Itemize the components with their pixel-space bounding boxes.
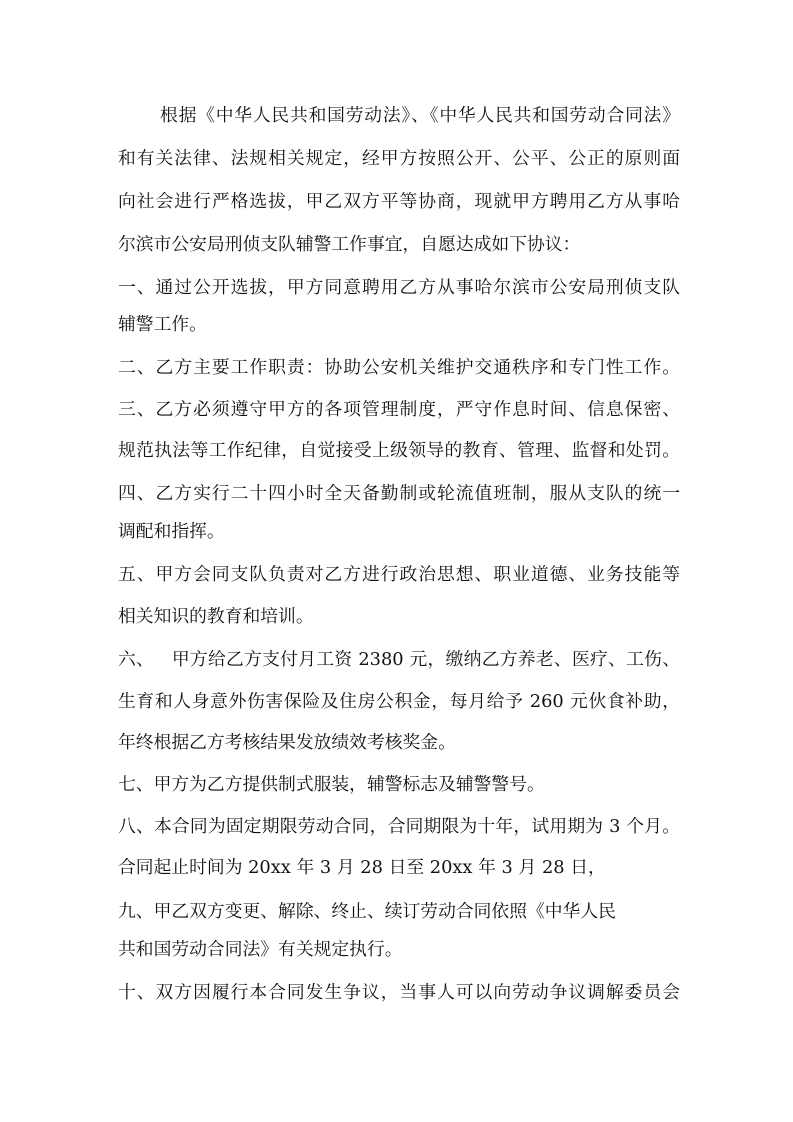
text-line: 四、乙方实行二十四小时全天备勤制或轮流值班制，服从支队的统一 — [118, 483, 680, 504]
text-line: 年终根据乙方考核结果发放绩效考核奖金。 — [118, 732, 456, 753]
text-line: 根据《中华人民共和国劳动法》、《中华人民共和国劳动合同法》 — [160, 105, 680, 126]
text-line: 九、甲乙双方变更、解除、终止、续订劳动合同依照《中华人民 — [118, 901, 616, 922]
text-line: 二、乙方主要工作职责：协助公安机关维护交通秩序和专门性工作。 — [118, 357, 680, 378]
text-line: 七、甲方为乙方提供制式服装，辅警标志及辅警警号。 — [118, 774, 545, 795]
text-line: 尔滨市公安局刑侦支队辅警工作事宜，自愿达成如下协议： — [118, 234, 581, 255]
text-line: 生育和人身意外伤害保险及住房公积金，每月给予 260 元伙食补助， — [118, 691, 680, 712]
text-line: 辅警工作。 — [118, 314, 207, 335]
text-line: 共和国劳动合同法》有关规定执行。 — [118, 939, 403, 960]
text-line: 相关知识的教育和培训。 — [118, 606, 314, 627]
text-line: 五、甲方会同支队负责对乙方进行政治思想、职业道德、业务技能等 — [118, 564, 680, 585]
text-line: 和有关法律、法规相关规定，经甲方按照公开、公平、公正的原则面 — [118, 148, 680, 169]
text-line: 向社会进行严格选拔，甲乙双方平等协商，现就甲方聘用乙方从事哈 — [118, 191, 680, 212]
text-line: 六、 甲方给乙方支付月工资 2380 元，缴纳乙方养老、医疗、工伤、 — [118, 649, 680, 670]
text-line: 规范执法等工作纪律，自觉接受上级领导的教育、管理、监督和处罚。 — [118, 440, 680, 461]
text-line: 三、乙方必须遵守甲方的各项管理制度，严守作息时间、信息保密、 — [118, 399, 680, 420]
text-line: 十、双方因履行本合同发生争议，当事人可以向劳动争议调解委员会 — [118, 982, 680, 1003]
text-line: 合同起止时间为 20xx 年 3 月 28 日至 20xx 年 3 月 28 日， — [118, 857, 606, 878]
text-line: 调配和指挥。 — [118, 521, 225, 542]
text-line: 一、通过公开选拔，甲方同意聘用乙方从事哈尔滨市公安局刑侦支队 — [118, 277, 680, 298]
text-line: 八、本合同为固定期限劳动合同，合同期限为十年，试用期为 3 个月。 — [118, 816, 680, 837]
